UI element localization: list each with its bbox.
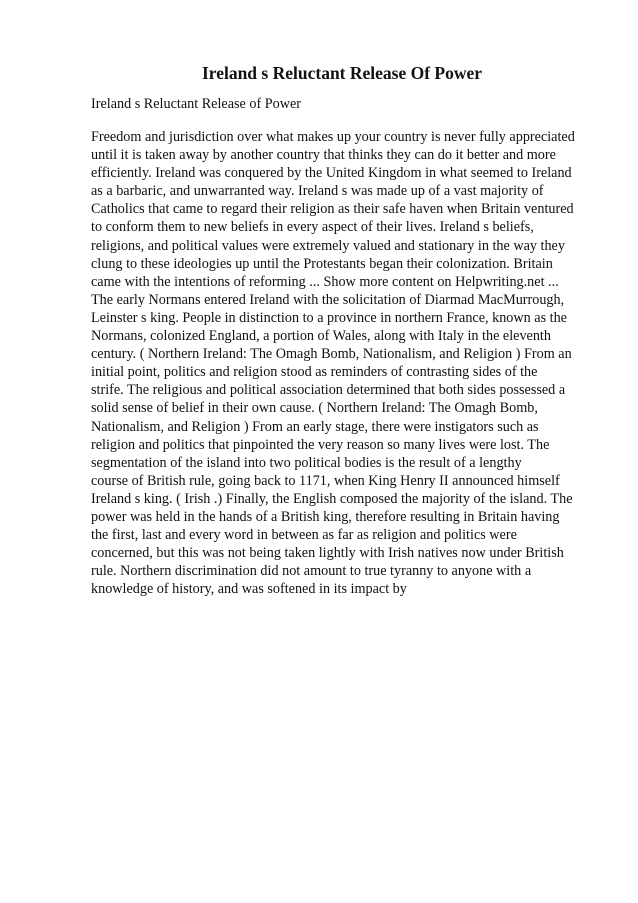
body-line: strife. The religious and political association determined that both sides possessed a xyxy=(91,382,566,399)
body-line: concerned, but this was not being taken lightly with Irish natives now under British xyxy=(91,545,564,562)
body-line: Catholics that came to regard their religion as their safe haven when Britain ventured xyxy=(91,201,574,218)
body-line: segmentation of the island into two political bodies is the result of a lengthy xyxy=(91,454,522,471)
body-line: Normans, colonized England, a portion of Wales, along with Italy in the eleventh xyxy=(91,328,551,345)
body-line: to conform them to new beliefs in every aspect of their lives. Ireland s beliefs, xyxy=(91,219,534,236)
body-line: the first, last and every word in between as far as religion and politics were xyxy=(91,527,517,544)
document-title: Ireland s Reluctant Release Of Power xyxy=(201,63,483,83)
body-line: rule. Northern discrimination did not amount to true tyranny to anyone with a xyxy=(91,563,532,580)
body-line: century. ( Northern Ireland: The Omagh Bomb, Nationalism, and Religion ) From an xyxy=(91,346,572,363)
body-line: religions, and political values were extremely valued and stationary in the way they xyxy=(91,237,565,254)
body-line: Freedom and jurisdiction over what makes up your country is never fully appreciated xyxy=(91,129,575,145)
body-line: power was held in the hands of a British king, therefore resulting in Britain having xyxy=(91,508,560,525)
body-line: Nationalism, and Religion ) From an early stage, there were instigators such as xyxy=(91,418,539,435)
body-line: as a barbaric, and unwarranted way. Ireland s was made up of a vast majority of xyxy=(91,183,544,200)
body-line: until it is taken away by another country that thinks they can do it better and more xyxy=(91,147,556,164)
body-line: efficiently. Ireland was conquered by the United Kingdom in what seemed to Ireland xyxy=(91,165,572,182)
body-line: came with the intentions of reforming ... Show more content on Helpwriting.net ... xyxy=(91,273,559,290)
body-line: clung to these ideologies up until the Protestants began their colonization. Britain xyxy=(91,255,553,272)
document-subtitle: Ireland s Reluctant Release of Power xyxy=(91,96,301,112)
body-line: The early Normans entered Ireland with the solicitation of Diarmad MacMurrough, xyxy=(91,291,565,308)
body-line: Ireland s king. ( Irish .) Finally, the English composed the majority of the island. The xyxy=(91,490,573,507)
body-line: course of British rule, going back to 1171, when King Henry II announced himself xyxy=(91,472,560,489)
body-line: initial point, politics and religion stood as reminders of contrasting sides of the xyxy=(91,364,538,381)
body-line: Leinster s king. People in distinction to a province in northern France, known as the xyxy=(91,309,567,326)
document-body xyxy=(91,128,611,598)
body-line: religion and politics that pinpointed the very reason so many lives were lost. The xyxy=(91,436,550,453)
body-line: solid sense of belief in their own cause. ( Northern Ireland: The Omagh Bomb, xyxy=(91,400,538,417)
body-line: knowledge of history, and was softened in its impact by xyxy=(91,581,407,598)
